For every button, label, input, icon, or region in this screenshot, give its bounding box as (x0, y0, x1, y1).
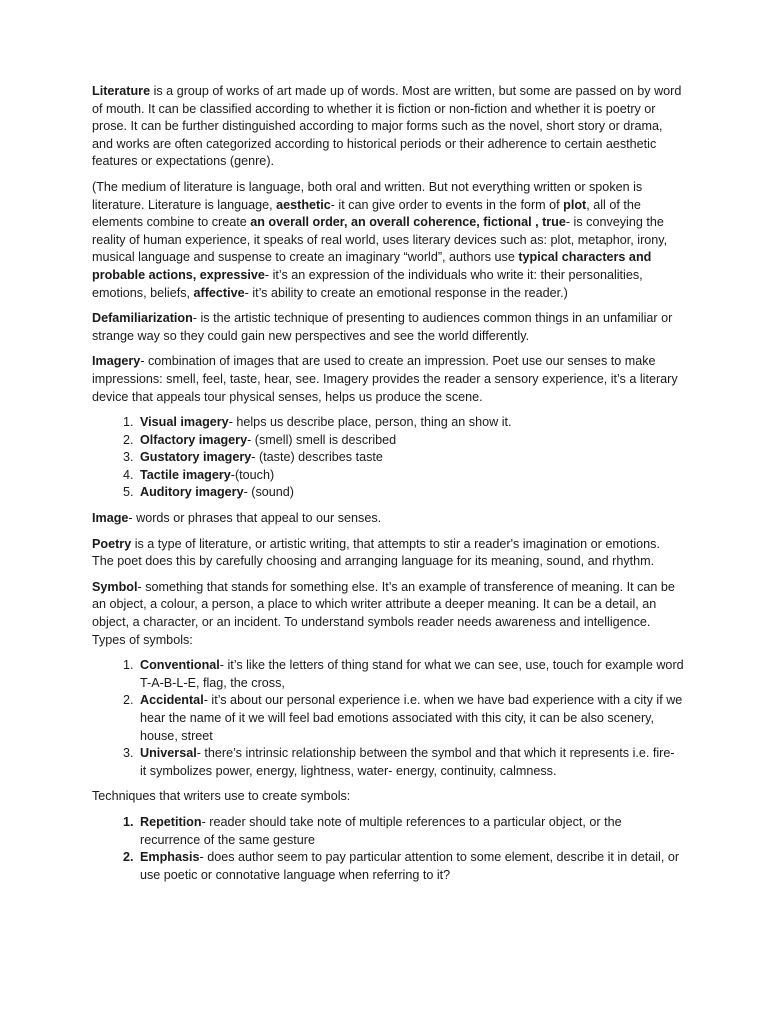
medium-text-1: (The medium of literature is language, both oral and written. But not everything written or spoken is literature. Literature is language, (92, 179, 643, 212)
poetry-text: is a type of literature, or artistic writing, that attempts to stir a reader's imagination or emotions. The poet does this by carefully choosing and arranging language for its meaning, sound, and rhythm. (92, 536, 660, 569)
term-symbol: Symbol (92, 579, 138, 594)
term-plot: plot (563, 197, 587, 212)
list-item-term: Visual imagery (140, 415, 229, 430)
list-item (137, 657, 684, 692)
medium-text-2: - it can give order to events in the form of (330, 197, 564, 212)
list-item-text: -(touch) (230, 467, 275, 482)
list-item (137, 467, 684, 485)
term-coherence: an overall order, an overall coherence, fictional , true (250, 215, 566, 230)
list-item-text: - it’s about our personal experience i.e. when we have bad experience with a city if we hear the name of it we will feel bad emotions associated with this city, it can be also scenery, house, street (140, 693, 683, 743)
list-item (137, 849, 684, 884)
symbol-types-list (92, 657, 684, 780)
techniques-list (92, 814, 684, 884)
defamiliarization-text: - is the artistic technique of presenting to audiences common things in an unfamiliar or strange way so they could gain new perspectives and see the world differently. (92, 311, 673, 343)
term-poetry: Poetry (92, 536, 132, 551)
symbol-text: - something that stands for something else. It’s an example of transference of meaning. It can be an object, a colour, a person, a place to which writer attribute a deeper meaning. It can be a detail, an object, a character, or an incident. To understand symbols reader needs awareness and intelligence. Types of symbols: (92, 579, 675, 647)
techniques-heading: Techniques that writers use to create symbols: (92, 789, 351, 804)
defamiliarization-paragraph (92, 310, 684, 345)
list-item-term: Accidental (140, 693, 204, 708)
medium-text-4: - is conveying the reality of human experience, it speaks of real world, uses literary devices such as: plot, metaphor, irony, musical language and suspense to create an imaginary “world”, authors use (92, 215, 668, 265)
list-item-term: Repetition (140, 814, 202, 829)
list-item-text: - it’s like the letters of thing stand for what we can see, use, touch for example word T-A-B-L-E, flag, the cross, (140, 658, 684, 690)
list-item-text: - (sound) (243, 485, 294, 500)
medium-text-6: - it’s ability to create an emotional response in the reader.) (244, 285, 568, 300)
list-item-term: Universal (140, 746, 197, 761)
term-expressive: typical characters and probable actions, expressive (92, 250, 652, 282)
intro-paragraph (92, 83, 684, 171)
list-item-text: - (taste) describes taste (251, 450, 383, 465)
medium-paragraph (92, 179, 684, 302)
list-item-term: Tactile imagery (140, 467, 231, 482)
document-body (92, 83, 684, 892)
intro-text: is a group of works of art made up of words. Most are written, but some are passed on by word of mouth. It can be classified according to whether it is fiction or non-fiction and whether it is poetry or prose. It can be further distinguished according to major forms such as the novel, short story or drama, and works are often categorized according to historical periods or their adherence to certain aesthetic features or expectations (genre). (92, 84, 682, 169)
list-item-text: - does author seem to pay particular attention to some element, describe it in detail, or use poetic or connotative language when referring to it? (140, 850, 680, 882)
list-item-term: Emphasis (140, 850, 200, 865)
term-aesthetic: aesthetic (276, 197, 331, 212)
list-item-text: - helps us describe place, person, thing an show it. (228, 415, 512, 430)
list-item (137, 745, 684, 780)
medium-text-5: - it’s an expression of the individuals who write it: their personalities, emotions, beliefs, (92, 267, 643, 300)
list-item-text: - (smell) smell is described (247, 432, 397, 447)
medium-text-3: , all of the elements combine to create (92, 197, 641, 230)
imagery-types-list (92, 414, 684, 502)
image-text: - words or phrases that appeal to our senses. (128, 511, 382, 526)
list-item (137, 414, 684, 432)
image-paragraph (92, 510, 684, 528)
poetry-paragraph (92, 536, 684, 571)
list-item (137, 449, 684, 467)
list-item (137, 814, 684, 849)
list-item-term: Auditory imagery (140, 485, 244, 500)
imagery-text: - combination of images that are used to create an impression. Poet use our senses to make impressions: smell, feel, taste, hear, see. Imagery provides the reader a sensory experience, it’s a literary device that appeals tour physical senses, helps us produce the scene. (92, 354, 678, 404)
list-item-term: Gustatory imagery (140, 450, 252, 465)
list-item-text: - there’s intrinsic relationship between the symbol and that which it represents i.e. fire- it symbolizes power, energy, lightness, water- energy, continuity, calmness. (140, 746, 675, 778)
list-item (137, 692, 684, 745)
imagery-paragraph (92, 353, 684, 406)
term-affective: affective (193, 285, 245, 300)
term-defamiliarization: Defamiliarization (92, 311, 193, 326)
list-item-term: Olfactory imagery (140, 432, 248, 447)
term-imagery: Imagery (92, 354, 141, 369)
list-item (137, 432, 684, 450)
list-item (137, 484, 684, 502)
list-item-term: Conventional (140, 658, 220, 673)
term-literature: Literature (92, 84, 151, 98)
list-item-text: - reader should take note of multiple references to a particular object, or the recurrence of the same gesture (140, 814, 622, 847)
symbol-paragraph (92, 579, 684, 649)
term-image: Image (92, 511, 129, 526)
